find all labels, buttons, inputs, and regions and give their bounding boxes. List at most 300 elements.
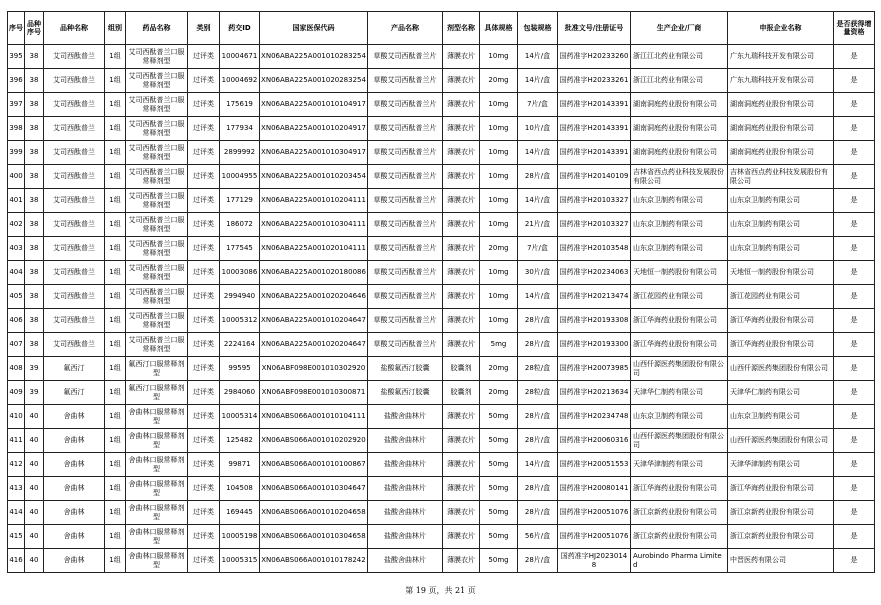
table-cell: XN06ABS066A001010204658 — [260, 501, 368, 525]
table-cell: 38 — [25, 189, 44, 213]
column-header: 类别 — [188, 12, 220, 45]
table-cell: 舍曲林口服常释剂型 — [126, 405, 188, 429]
column-header: 组别 — [105, 12, 126, 45]
table-cell: 薄膜衣片 — [443, 453, 480, 477]
table-cell: 薄膜衣片 — [443, 93, 480, 117]
table-cell: 39 — [25, 357, 44, 381]
table-cell: 艾司西酞普兰口服常释剂型 — [126, 333, 188, 357]
table-cell: 浙江华海药业股份有限公司 — [631, 333, 728, 357]
table-cell: 国药准字H20051076 — [558, 525, 631, 549]
table-cell: 28片/盒 — [518, 501, 558, 525]
table-cell: 国药准字H20103327 — [558, 213, 631, 237]
table-cell: 413 — [8, 477, 25, 501]
table-cell: 10mg — [480, 285, 518, 309]
table-cell: XN06ABA225A001020283254 — [260, 69, 368, 93]
table-cell: 1组 — [105, 309, 126, 333]
table-cell: 浙江京新药业股份有限公司 — [631, 525, 728, 549]
table-cell: 175619 — [220, 93, 260, 117]
table-cell: 28片/盒 — [518, 477, 558, 501]
table-cell: 艾司西酞普兰 — [44, 285, 105, 309]
table-cell: 艾司西酞普兰 — [44, 93, 105, 117]
table-cell: 舍曲林 — [44, 501, 105, 525]
table-cell: 40 — [25, 405, 44, 429]
table-cell: 浙江京新药业股份有限公司 — [728, 525, 834, 549]
table-row — [8, 141, 875, 165]
table-cell: 浙江华海药业股份有限公司 — [728, 333, 834, 357]
table-cell: 山西仟源医药集团股份有限公司 — [631, 429, 728, 453]
table-cell: 舍曲林 — [44, 477, 105, 501]
table-cell: 2899992 — [220, 141, 260, 165]
table-cell: 408 — [8, 357, 25, 381]
table-cell: XN06ABS066A001010178242 — [260, 549, 368, 573]
table-cell: 是 — [834, 357, 875, 381]
table-cell: 28片/盒 — [518, 309, 558, 333]
table-cell: 395 — [8, 45, 25, 69]
table-cell: XN06ABA225A001020180086 — [260, 261, 368, 285]
table-cell: 过评类 — [188, 165, 220, 189]
table-cell: 艾司西酞普兰 — [44, 189, 105, 213]
table-cell: 薄膜衣片 — [443, 69, 480, 93]
table-cell: 过评类 — [188, 429, 220, 453]
table-cell: 舍曲林口服常释剂型 — [126, 501, 188, 525]
table-cell: 406 — [8, 309, 25, 333]
table-cell: 10mg — [480, 93, 518, 117]
table-cell: 舍曲林口服常释剂型 — [126, 549, 188, 573]
column-header: 具体规格 — [480, 12, 518, 45]
table-cell: 5mg — [480, 333, 518, 357]
table-cell: 浙江江北药业有限公司 — [631, 45, 728, 69]
table-cell: 过评类 — [188, 261, 220, 285]
column-header: 生产企业/厂商 — [631, 12, 728, 45]
table-row — [8, 117, 875, 141]
table-cell: 40 — [25, 525, 44, 549]
table-cell: 38 — [25, 213, 44, 237]
table-cell: 氟西汀口服常释剂型 — [126, 381, 188, 405]
table-cell: 艾司西酞普兰口服常释剂型 — [126, 237, 188, 261]
table-cell: 30片/盒 — [518, 261, 558, 285]
table-cell: 20mg — [480, 69, 518, 93]
table-cell: 7片/盒 — [518, 93, 558, 117]
table-cell: 国药准字H20193308 — [558, 309, 631, 333]
column-header: 产品名称 — [368, 12, 443, 45]
table-cell: 7片/盒 — [518, 237, 558, 261]
table-cell: 湖南洞庭药业股份有限公司 — [728, 117, 834, 141]
table-cell: 186072 — [220, 213, 260, 237]
table-cell: 10mg — [480, 261, 518, 285]
table-cell: 28片/盒 — [518, 429, 558, 453]
table-cell: 浙江京新药业股份有限公司 — [728, 501, 834, 525]
table-cell: 国药准字H20103327 — [558, 189, 631, 213]
table-row — [8, 285, 875, 309]
table-cell: 艾司西酞普兰口服常释剂型 — [126, 45, 188, 69]
table-cell: 薄膜衣片 — [443, 117, 480, 141]
table-row — [8, 453, 875, 477]
table-cell: 1组 — [105, 189, 126, 213]
table-cell: Aurobindo Pharma Limited — [631, 549, 728, 573]
table-cell: 399 — [8, 141, 25, 165]
table-cell: 艾司西酞普兰口服常释剂型 — [126, 69, 188, 93]
table-cell: 415 — [8, 525, 25, 549]
table-cell: XN06ABS066A001010304658 — [260, 525, 368, 549]
table-cell: 艾司西酞普兰 — [44, 213, 105, 237]
table-cell: 浙江京新药业股份有限公司 — [631, 501, 728, 525]
table-cell: 过评类 — [188, 309, 220, 333]
table-row — [8, 261, 875, 285]
table-cell: 草酸艾司西酞普兰片 — [368, 237, 443, 261]
table-cell: 56片/盒 — [518, 525, 558, 549]
table-cell: 14片/盒 — [518, 45, 558, 69]
table-cell: 1组 — [105, 213, 126, 237]
table-cell: 天津华仁制药有限公司 — [728, 381, 834, 405]
table-cell: 1组 — [105, 261, 126, 285]
table-cell: 艾司西酞普兰口服常释剂型 — [126, 285, 188, 309]
table-cell: 山东京卫制药有限公司 — [631, 237, 728, 261]
table-cell: 1组 — [105, 549, 126, 573]
table-cell: 国药准字H20080141 — [558, 477, 631, 501]
table-cell: 50mg — [480, 405, 518, 429]
table-cell: 是 — [834, 453, 875, 477]
table-cell: 20mg — [480, 381, 518, 405]
table-cell: 国药准字HJ20230148 — [558, 549, 631, 573]
table-cell: 405 — [8, 285, 25, 309]
table-cell: 38 — [25, 237, 44, 261]
table-cell: 天地恒一制药股份有限公司 — [728, 261, 834, 285]
table-cell: 山东京卫制药有限公司 — [728, 189, 834, 213]
table-cell: 薄膜衣片 — [443, 525, 480, 549]
table-cell: 天津华津制药有限公司 — [728, 453, 834, 477]
table-cell: 舍曲林口服常释剂型 — [126, 453, 188, 477]
table-cell: 薄膜衣片 — [443, 189, 480, 213]
table-cell: 薄膜衣片 — [443, 285, 480, 309]
column-header: 批准文号/注册证号 — [558, 12, 631, 45]
table-cell: 国药准字H20103548 — [558, 237, 631, 261]
table-cell: 薄膜衣片 — [443, 165, 480, 189]
table-cell: 过评类 — [188, 453, 220, 477]
table-cell: 薄膜衣片 — [443, 237, 480, 261]
table-row — [8, 357, 875, 381]
table-cell: XN06ABS066A001010100867 — [260, 453, 368, 477]
table-cell: 是 — [834, 309, 875, 333]
table-cell: 艾司西酞普兰 — [44, 69, 105, 93]
table-cell: 10mg — [480, 309, 518, 333]
column-header: 是否获得增量资格 — [834, 12, 875, 45]
table-cell: XN06ABA225A001010304917 — [260, 141, 368, 165]
table-cell: 10004671 — [220, 45, 260, 69]
table-cell: XN06ABS066A001010304647 — [260, 477, 368, 501]
table-cell: 416 — [8, 549, 25, 573]
table-cell: 404 — [8, 261, 25, 285]
table-cell: 414 — [8, 501, 25, 525]
column-header: 品种名称 — [44, 12, 105, 45]
table-cell: 舍曲林口服常释剂型 — [126, 429, 188, 453]
table-cell: XN06ABA225A001010203454 — [260, 165, 368, 189]
table-cell: 过评类 — [188, 381, 220, 405]
table-cell: 浙江华海药业股份有限公司 — [631, 309, 728, 333]
table-cell: 411 — [8, 429, 25, 453]
table-cell: 1组 — [105, 405, 126, 429]
table-cell: 山东京卫制药有限公司 — [631, 213, 728, 237]
table-cell: 舍曲林 — [44, 453, 105, 477]
column-header: 国家医保代码 — [260, 12, 368, 45]
table-cell: 28片/盒 — [518, 549, 558, 573]
table-cell: 过评类 — [188, 549, 220, 573]
table-cell: 薄膜衣片 — [443, 405, 480, 429]
table-cell: 28片/盒 — [518, 405, 558, 429]
table-cell: 38 — [25, 117, 44, 141]
table-cell: 草酸艾司西酞普兰片 — [368, 69, 443, 93]
table-cell: 38 — [25, 309, 44, 333]
table-cell: 1组 — [105, 477, 126, 501]
table-cell: 50mg — [480, 549, 518, 573]
table-cell: 广东九瑞科技开发有限公司 — [728, 69, 834, 93]
table-cell: 山东京卫制药有限公司 — [728, 237, 834, 261]
table-cell: 397 — [8, 93, 25, 117]
table-cell: 山东京卫制药有限公司 — [728, 213, 834, 237]
table-cell: 177129 — [220, 189, 260, 213]
table-row — [8, 477, 875, 501]
table-cell: 410 — [8, 405, 25, 429]
table-cell: 草酸艾司西酞普兰片 — [368, 165, 443, 189]
table-cell: 艾司西酞普兰口服常释剂型 — [126, 117, 188, 141]
table-cell: 国药准字H20140109 — [558, 165, 631, 189]
table-cell: 草酸艾司西酞普兰片 — [368, 141, 443, 165]
table-cell: XN06ABS066A001010202920 — [260, 429, 368, 453]
table-cell: 是 — [834, 45, 875, 69]
table-cell: 薄膜衣片 — [443, 213, 480, 237]
table-cell: 盐酸氟西汀胶囊 — [368, 357, 443, 381]
column-header: 药品名称 — [126, 12, 188, 45]
column-header: 品种序号 — [25, 12, 44, 45]
table-cell: 草酸艾司西酞普兰片 — [368, 189, 443, 213]
table-cell: 草酸艾司西酞普兰片 — [368, 309, 443, 333]
table-header-row — [8, 12, 875, 45]
table-cell: 是 — [834, 69, 875, 93]
table-cell: 10片/盒 — [518, 117, 558, 141]
table-cell: 过评类 — [188, 213, 220, 237]
table-body — [8, 45, 875, 573]
table-cell: 过评类 — [188, 333, 220, 357]
table-cell: 盐酸舍曲林片 — [368, 549, 443, 573]
table-cell: 国药准字H20234748 — [558, 405, 631, 429]
table-cell: 10mg — [480, 213, 518, 237]
table-cell: 407 — [8, 333, 25, 357]
table-cell: 14片/盒 — [518, 285, 558, 309]
table-cell: 艾司西酞普兰口服常释剂型 — [126, 141, 188, 165]
table-cell: 40 — [25, 501, 44, 525]
table-cell: 艾司西酞普兰 — [44, 165, 105, 189]
table-cell: 40 — [25, 477, 44, 501]
table-cell: 38 — [25, 333, 44, 357]
table-cell: 过评类 — [188, 285, 220, 309]
table-cell: 薄膜衣片 — [443, 333, 480, 357]
table-cell: 40 — [25, 429, 44, 453]
table-cell: 是 — [834, 501, 875, 525]
table-cell: 是 — [834, 117, 875, 141]
table-cell: 是 — [834, 477, 875, 501]
column-header: 药交ID — [220, 12, 260, 45]
table-cell: 1组 — [105, 165, 126, 189]
table-cell: 浙江花园药业有限公司 — [631, 285, 728, 309]
table-cell: 舍曲林 — [44, 525, 105, 549]
table-cell: 舍曲林 — [44, 429, 105, 453]
table-cell: 10mg — [480, 117, 518, 141]
table-cell: 14片/盒 — [518, 189, 558, 213]
table-cell: 过评类 — [188, 93, 220, 117]
table-cell: 国药准字H20233260 — [558, 45, 631, 69]
table-cell: 湖南洞庭药业股份有限公司 — [631, 141, 728, 165]
table-cell: 胶囊剂 — [443, 357, 480, 381]
table-cell: 是 — [834, 525, 875, 549]
table-cell: 吉林省西点药业科技发展股份有限公司 — [728, 165, 834, 189]
page-number-footer: 第 19 页，共 21 页 — [405, 586, 476, 595]
table-cell: 10005314 — [220, 405, 260, 429]
table-cell: 舍曲林口服常释剂型 — [126, 525, 188, 549]
table-cell: 400 — [8, 165, 25, 189]
table-row — [8, 93, 875, 117]
table-cell: 湖南洞庭药业股份有限公司 — [631, 93, 728, 117]
table-cell: 14片/盒 — [518, 453, 558, 477]
table-cell: 1组 — [105, 429, 126, 453]
table-cell: 浙江花园药业有限公司 — [728, 285, 834, 309]
table-cell: 39 — [25, 381, 44, 405]
table-cell: 38 — [25, 45, 44, 69]
table-cell: 薄膜衣片 — [443, 477, 480, 501]
table-cell: 薄膜衣片 — [443, 45, 480, 69]
table-cell: 是 — [834, 549, 875, 573]
table-cell: XN06ABA225A001010204917 — [260, 117, 368, 141]
table-cell: 1组 — [105, 117, 126, 141]
table-cell: 薄膜衣片 — [443, 501, 480, 525]
table-cell: 草酸艾司西酞普兰片 — [368, 261, 443, 285]
table-cell: 山西仟源医药集团股份有限公司 — [728, 357, 834, 381]
table-cell: 是 — [834, 261, 875, 285]
table-cell: 403 — [8, 237, 25, 261]
table-cell: 177545 — [220, 237, 260, 261]
table-cell: 99871 — [220, 453, 260, 477]
table-cell: 过评类 — [188, 357, 220, 381]
table-cell: 1组 — [105, 333, 126, 357]
table-cell: 14片/盒 — [518, 69, 558, 93]
table-cell: 412 — [8, 453, 25, 477]
table-cell: 胶囊剂 — [443, 381, 480, 405]
table-cell: 湖南洞庭药业股份有限公司 — [728, 93, 834, 117]
table-cell: 28片/盒 — [518, 333, 558, 357]
table-cell: 38 — [25, 261, 44, 285]
table-cell: 50mg — [480, 501, 518, 525]
table-cell: 草酸艾司西酞普兰片 — [368, 93, 443, 117]
table-cell: 是 — [834, 237, 875, 261]
table-cell: 396 — [8, 69, 25, 93]
table-cell: 过评类 — [188, 189, 220, 213]
table-cell: 薄膜衣片 — [443, 141, 480, 165]
table-cell: 天津华津制药有限公司 — [631, 453, 728, 477]
table-cell: 艾司西酞普兰 — [44, 261, 105, 285]
table-cell: 国药准字H20060316 — [558, 429, 631, 453]
table-cell: 38 — [25, 93, 44, 117]
table-cell: 是 — [834, 141, 875, 165]
table-cell: 是 — [834, 429, 875, 453]
table-cell: 是 — [834, 93, 875, 117]
table-cell: XN06ABS066A001010104111 — [260, 405, 368, 429]
table-cell: 50mg — [480, 525, 518, 549]
table-cell: 20mg — [480, 237, 518, 261]
table-cell: 氟西汀口服常释剂型 — [126, 357, 188, 381]
table-cell: 草酸艾司西酞普兰片 — [368, 45, 443, 69]
table-cell: 舍曲林口服常释剂型 — [126, 477, 188, 501]
table-cell: 薄膜衣片 — [443, 261, 480, 285]
table-cell: 过评类 — [188, 69, 220, 93]
table-row — [8, 525, 875, 549]
table-cell: 艾司西酞普兰 — [44, 141, 105, 165]
table-cell: XN06ABF098E001010302920 — [260, 357, 368, 381]
table-cell: 50mg — [480, 477, 518, 501]
table-cell: 2984060 — [220, 381, 260, 405]
table-cell: 104508 — [220, 477, 260, 501]
table-cell: 过评类 — [188, 501, 220, 525]
table-cell: 401 — [8, 189, 25, 213]
table-cell: 氟西汀 — [44, 357, 105, 381]
table-row — [8, 237, 875, 261]
table-cell: 艾司西酞普兰口服常释剂型 — [126, 261, 188, 285]
table-cell: 氟西汀 — [44, 381, 105, 405]
table-cell: 盐酸舍曲林片 — [368, 525, 443, 549]
table-cell: 1组 — [105, 525, 126, 549]
table-cell: 10mg — [480, 141, 518, 165]
table-cell: XN06ABA225A001010304111 — [260, 213, 368, 237]
table-cell: 艾司西酞普兰口服常释剂型 — [126, 93, 188, 117]
table-cell: XN06ABA225A001020204647 — [260, 333, 368, 357]
table-cell: 天津华仁制药有限公司 — [631, 381, 728, 405]
table-cell: 1组 — [105, 453, 126, 477]
table-cell: 10mg — [480, 189, 518, 213]
table-row — [8, 549, 875, 573]
table-cell: 10mg — [480, 165, 518, 189]
table-cell: 舍曲林 — [44, 405, 105, 429]
table-cell: 薄膜衣片 — [443, 309, 480, 333]
table-cell: 14片/盒 — [518, 141, 558, 165]
table-cell: 10004955 — [220, 165, 260, 189]
table-cell: 山西仟源医药集团股份有限公司 — [728, 429, 834, 453]
document-page — [7, 11, 874, 573]
table-cell: 1组 — [105, 501, 126, 525]
table-row — [8, 405, 875, 429]
table-cell: 是 — [834, 213, 875, 237]
table-cell: 过评类 — [188, 45, 220, 69]
drug-list-table — [7, 11, 875, 573]
table-cell: 广东九瑞科技开发有限公司 — [728, 45, 834, 69]
table-cell: 国药准字H20051076 — [558, 501, 631, 525]
table-cell: 50mg — [480, 453, 518, 477]
table-cell: 过评类 — [188, 405, 220, 429]
table-cell: 草酸艾司西酞普兰片 — [368, 333, 443, 357]
table-cell: 1组 — [105, 45, 126, 69]
table-cell: 艾司西酞普兰口服常释剂型 — [126, 189, 188, 213]
table-cell: 177934 — [220, 117, 260, 141]
table-cell: 国药准字H20143391 — [558, 117, 631, 141]
table-cell: 艾司西酞普兰 — [44, 45, 105, 69]
table-cell: 409 — [8, 381, 25, 405]
table-cell: 天地恒一制药股份有限公司 — [631, 261, 728, 285]
table-cell: 99595 — [220, 357, 260, 381]
table-cell: XN06ABA225A001010204647 — [260, 309, 368, 333]
table-cell: 盐酸舍曲林片 — [368, 477, 443, 501]
table-cell: 1组 — [105, 69, 126, 93]
column-header: 包装规格 — [518, 12, 558, 45]
table-cell: 湖南洞庭药业股份有限公司 — [631, 117, 728, 141]
table-cell: XN06ABA225A001010283254 — [260, 45, 368, 69]
table-cell: 艾司西酞普兰口服常释剂型 — [126, 309, 188, 333]
table-cell: 是 — [834, 285, 875, 309]
